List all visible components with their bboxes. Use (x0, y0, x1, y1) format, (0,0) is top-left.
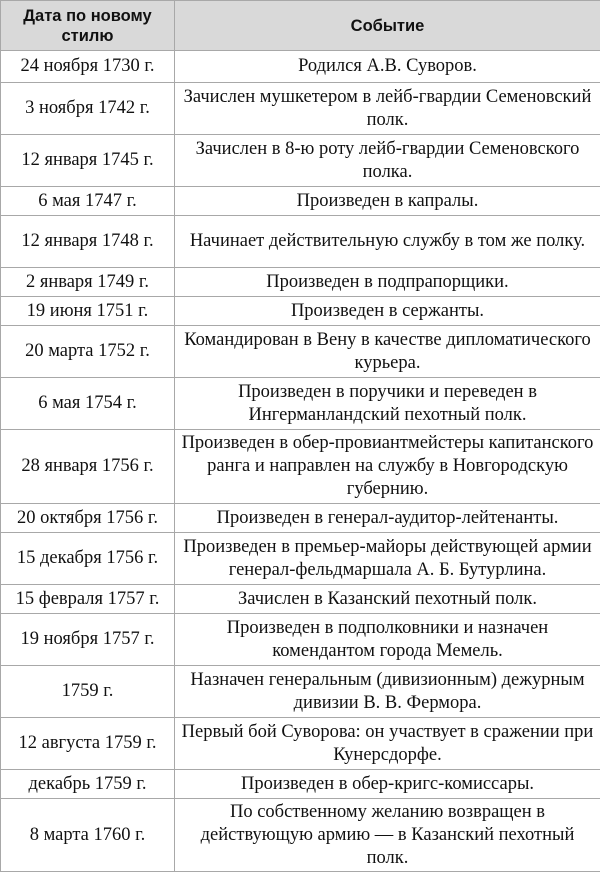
date-cell: 20 марта 1752 г. (1, 326, 175, 378)
table-row (1, 533, 600, 585)
table-row (1, 770, 600, 799)
date-cell: 24 ноября 1730 г. (1, 51, 175, 83)
table-row (1, 268, 600, 297)
table-row (1, 135, 600, 187)
table-row (1, 187, 600, 216)
event-cell: Произведен в подполковники и назначен комендантом города Мемель. (175, 614, 600, 666)
date-cell: 19 ноября 1757 г. (1, 614, 175, 666)
event-cell: Командирован в Вену в качестве дипломатического курьера. (175, 326, 600, 378)
date-cell: 15 февраля 1757 г. (1, 585, 175, 614)
event-cell: Произведен в генерал-аудитор-лейтенанты. (175, 504, 600, 533)
date-cell: 19 июня 1751 г. (1, 297, 175, 326)
date-cell: 28 января 1756 г. (1, 430, 175, 504)
table-row (1, 585, 600, 614)
date-column-header: Дата по новому стилю (1, 1, 175, 51)
table-row (1, 504, 600, 533)
event-cell: Произведен в премьер-майоры действующей армии генерал-фельдмаршала А. Б. Бутурлина. (175, 533, 600, 585)
table-row (1, 614, 600, 666)
event-cell: Первый бой Суворова: он участвует в сражении при Кунерсдорфе. (175, 718, 600, 770)
table-row (1, 326, 600, 378)
event-cell: По собственному желанию возвращен в действующую армию — в Казанский пехотный полк. (175, 799, 600, 872)
date-cell: 20 октября 1756 г. (1, 504, 175, 533)
date-cell: 12 августа 1759 г. (1, 718, 175, 770)
date-cell: 3 ноября 1742 г. (1, 83, 175, 135)
date-cell: 12 января 1748 г. (1, 216, 175, 268)
table-row (1, 718, 600, 770)
date-cell: декабрь 1759 г. (1, 770, 175, 799)
table-row (1, 430, 600, 504)
date-cell: 6 мая 1754 г. (1, 378, 175, 430)
table-row (1, 799, 600, 872)
event-cell: Произведен в капралы. (175, 187, 600, 216)
date-cell: 12 января 1745 г. (1, 135, 175, 187)
event-cell: Зачислен мушкетером в лейб-гвардии Семеновский полк. (175, 83, 600, 135)
table-row (1, 51, 600, 83)
table-row (1, 216, 600, 268)
table-row (1, 666, 600, 718)
date-cell: 6 мая 1747 г. (1, 187, 175, 216)
event-cell: Произведен в подпрапорщики. (175, 268, 600, 297)
table-body (1, 51, 600, 872)
table-header (1, 1, 600, 51)
table-row (1, 297, 600, 326)
event-cell: Назначен генеральным (дивизионным) дежурным дивизии В. В. Фермора. (175, 666, 600, 718)
table-row (1, 83, 600, 135)
event-cell: Зачислен в 8-ю роту лейб-гвардии Семеновского полка. (175, 135, 600, 187)
table-row (1, 378, 600, 430)
date-cell: 2 января 1749 г. (1, 268, 175, 297)
event-cell: Родился А.В. Суворов. (175, 51, 600, 83)
date-cell: 1759 г. (1, 666, 175, 718)
event-cell: Произведен в поручики и переведен в Ингерманландский пехотный полк. (175, 378, 600, 430)
event-cell: Произведен в обер-кригс-комиссары. (175, 770, 600, 799)
header-row (1, 1, 600, 51)
event-cell: Начинает действительную службу в том же полку. (175, 216, 600, 268)
date-cell: 15 декабря 1756 г. (1, 533, 175, 585)
event-cell: Произведен в сержанты. (175, 297, 600, 326)
date-cell: 8 марта 1760 г. (1, 799, 175, 872)
event-cell: Зачислен в Казанский пехотный полк. (175, 585, 600, 614)
event-cell: Произведен в обер-провиантмейстеры капитанского ранга и направлен на службу в Новгородскую губернию. (175, 430, 600, 504)
event-column-header: Событие (175, 1, 600, 51)
